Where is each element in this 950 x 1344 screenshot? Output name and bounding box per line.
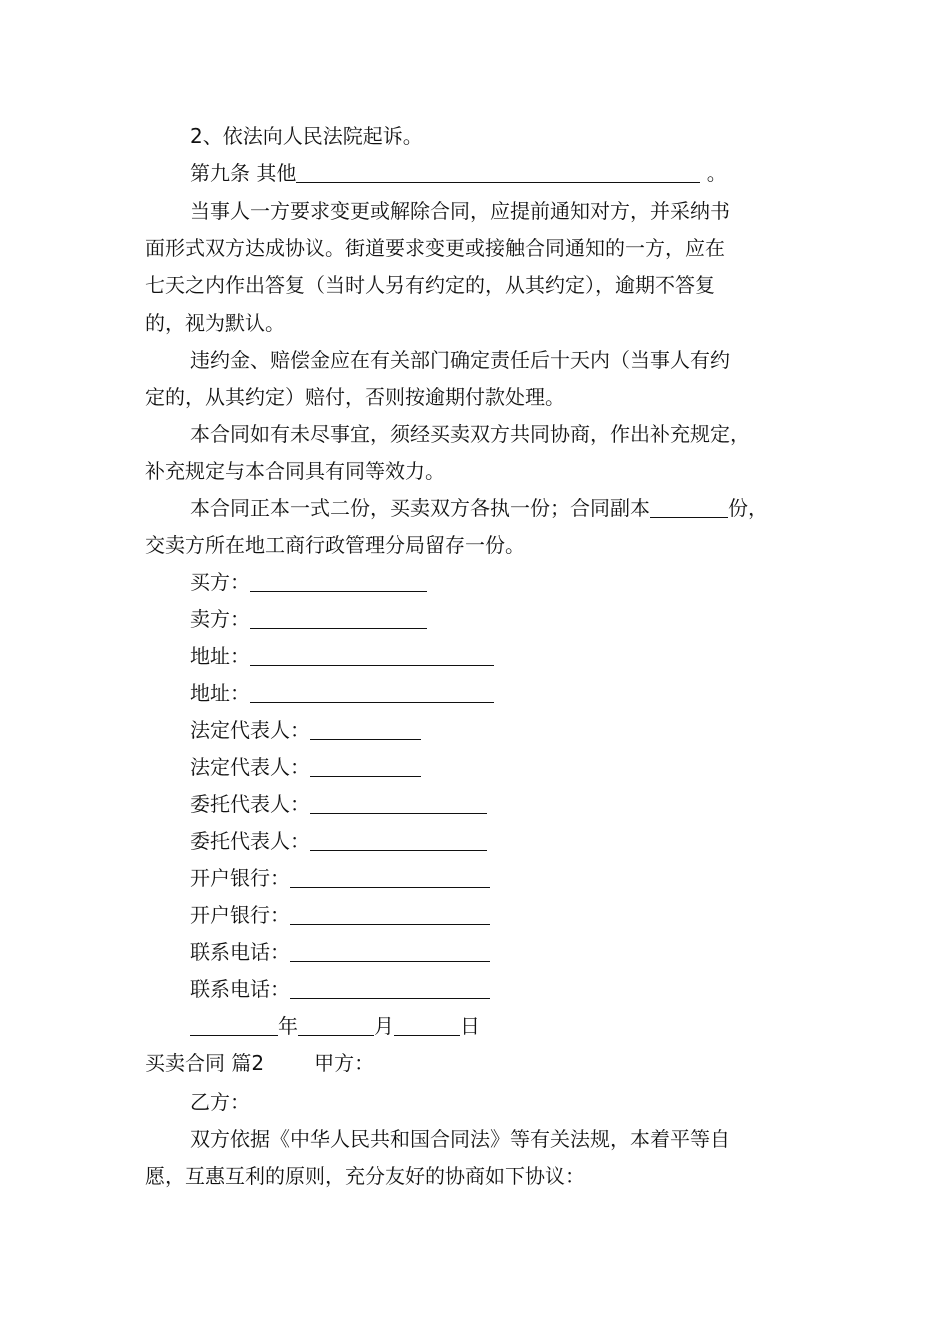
party-b-label: 乙方： [190, 1090, 250, 1114]
paragraph-text: 本合同正本一式二份，买卖双方各执一份；合同副本 [190, 496, 650, 520]
field-label: 开户银行： [190, 903, 290, 927]
month-label: 月 [374, 1014, 394, 1038]
field-label: 联系电话： [190, 940, 290, 964]
field-label: 开户银行： [190, 866, 290, 890]
field-label: 联系电话： [190, 977, 290, 1001]
paragraph-text: 七天之内作出答复（当时人另有约定的，从其约定），逾期不答复 [145, 273, 715, 297]
paragraph-line [0, 490, 950, 527]
year-blank [190, 1011, 278, 1036]
field-label: 买方： [190, 570, 250, 594]
paragraph-line [0, 1121, 950, 1158]
signature-field-address [0, 638, 950, 675]
section-heading: 买卖合同 篇2 [145, 1051, 265, 1075]
field-label: 卖方： [190, 607, 250, 631]
paragraph-line [0, 342, 950, 379]
paragraph-line [0, 1158, 950, 1195]
signature-field-bank [0, 897, 950, 934]
fill-blank [310, 715, 421, 740]
fill-blank [250, 678, 494, 703]
paragraph-text: 当事人一方要求变更或解除合同，应提前通知对方，并采纳书 [190, 199, 730, 223]
fill-blank [310, 752, 421, 777]
date-line [0, 1008, 950, 1045]
clause-text: 2、依法向人民法院起诉。 [190, 124, 423, 148]
paragraph-text: 交卖方所在地工商行政管理分局留存一份。 [145, 533, 525, 557]
day-blank [394, 1011, 460, 1036]
signature-field-seller [0, 601, 950, 638]
year-label: 年 [278, 1014, 298, 1038]
paragraph-text: 违约金、赔偿金应在有关部门确定责任后十天内（当事人有约 [190, 348, 730, 372]
signature-field-agent [0, 823, 950, 860]
fill-blank [290, 974, 490, 999]
fill-blank [250, 567, 427, 592]
paragraph-line [0, 267, 950, 304]
field-label: 委托代表人： [190, 792, 310, 816]
paragraph-text: 的，视为默认。 [145, 311, 285, 335]
paragraph-text: 本合同如有未尽事宜，须经买卖双方共同协商，作出补充规定， [190, 422, 750, 446]
paragraph-text: 愿，互惠互利的原则，充分友好的协商如下协议： [145, 1164, 585, 1188]
fill-blank [290, 900, 490, 925]
field-label: 法定代表人： [190, 755, 310, 779]
paragraph-line [0, 230, 950, 267]
paragraph-text: 补充规定与本合同具有同等效力。 [145, 459, 445, 483]
signature-field-legal-rep [0, 749, 950, 786]
signature-field-bank [0, 860, 950, 897]
fill-blank [310, 789, 487, 814]
section2-heading-line [0, 1045, 950, 1082]
paragraph-line [0, 453, 950, 490]
paragraph-line [0, 527, 950, 564]
signature-field-phone [0, 971, 950, 1008]
fill-blank [250, 641, 494, 666]
fill-blank [290, 937, 490, 962]
clause-text: 第九条 其他 [190, 161, 297, 185]
field-label: 地址： [190, 681, 250, 705]
fill-blank [250, 604, 427, 629]
field-label: 地址： [190, 644, 250, 668]
field-label: 法定代表人： [190, 718, 310, 742]
signature-field-buyer [0, 564, 950, 601]
paragraph-text: 定的，从其约定）赔付，否则按逾期付款处理。 [145, 385, 565, 409]
signature-field-legal-rep [0, 712, 950, 749]
clause-nine [0, 155, 950, 192]
paragraph-line [0, 379, 950, 416]
month-blank [298, 1011, 374, 1036]
fill-blank [296, 158, 700, 183]
paragraph-text: 份， [728, 496, 768, 520]
clause-item-2 [0, 118, 950, 155]
fill-blank [310, 826, 487, 851]
paragraph-line [0, 305, 950, 342]
fill-blank [290, 863, 490, 888]
paragraph-line [0, 416, 950, 453]
paragraph-text: 面形式双方达成协议。街道要求变更或接触合同通知的一方，应在 [145, 236, 725, 260]
party-b-line [0, 1084, 950, 1121]
clause-text: 。 [706, 161, 727, 185]
paragraph-text: 双方依据《中华人民共和国合同法》等有关法规，本着平等自 [190, 1127, 730, 1151]
fill-blank [650, 493, 728, 518]
signature-field-address [0, 675, 950, 712]
field-label: 委托代表人： [190, 829, 310, 853]
paragraph-line [0, 193, 950, 230]
day-label: 日 [460, 1014, 480, 1038]
signature-field-phone [0, 934, 950, 971]
party-a-label: 甲方： [314, 1051, 375, 1075]
signature-field-agent [0, 786, 950, 823]
